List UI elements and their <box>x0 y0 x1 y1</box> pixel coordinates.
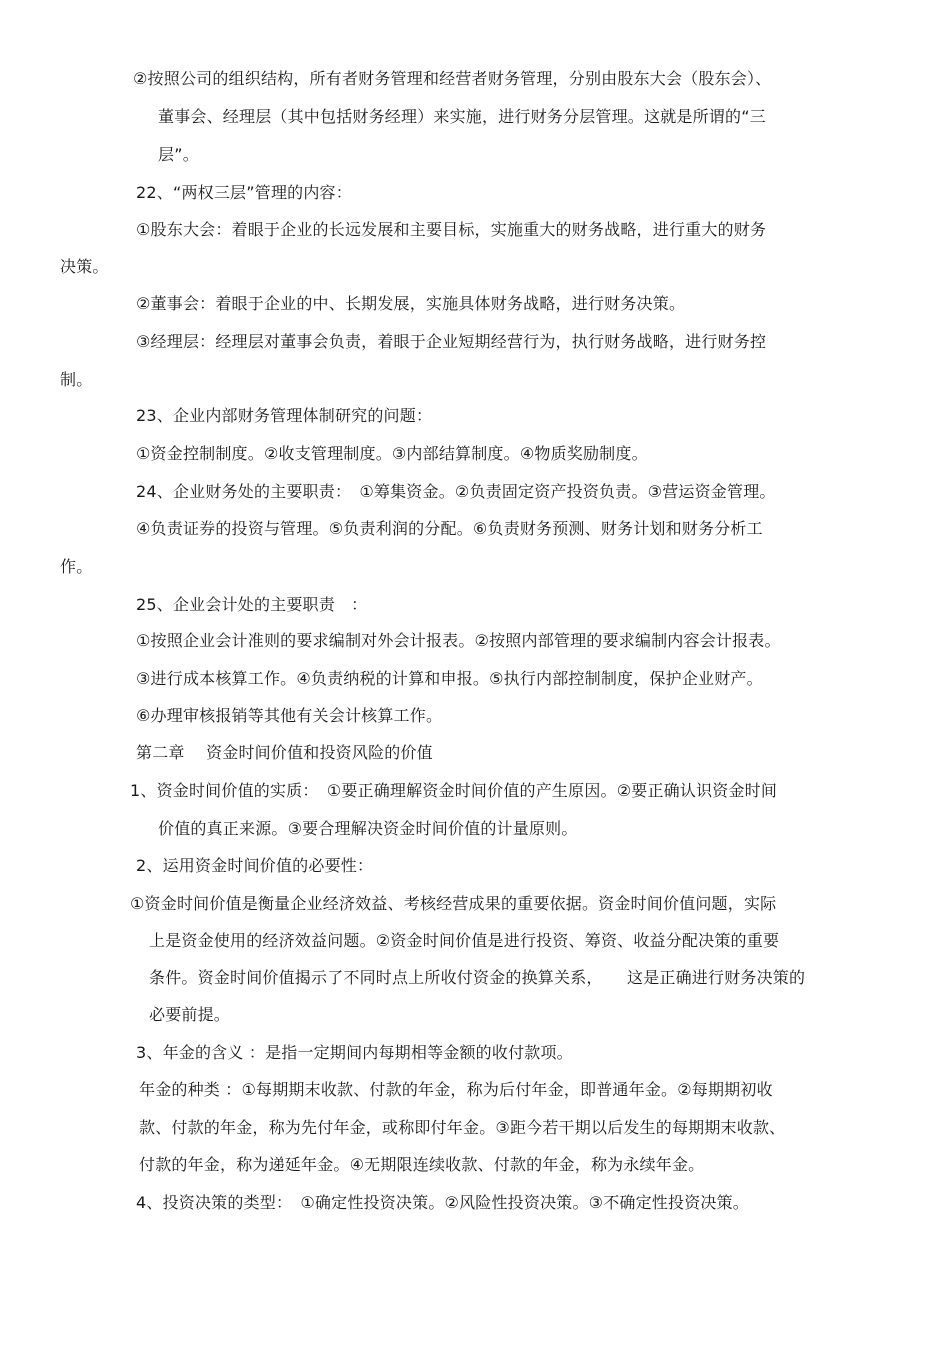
text-line: 制。 <box>60 370 93 389</box>
text-line: 年金的种类 ：①每期期末收款、付款的年金，称为后付年金，即普通年金。②每期期初收 <box>139 1080 773 1099</box>
text-line: ④负责证券的投资与管理。⑤负责利润的分配。⑥负责财务预测、财务计划和财务分析工 <box>136 519 763 538</box>
text-line: 层”。 <box>158 145 199 164</box>
text-line: 24、企业财务处的主要职责： ①筹集资金。②负责固定资产投资负责。③营运资金管理。 <box>136 482 776 501</box>
text-line: 价值的真正来源。③要合理解决资金时间价值的计量原则。 <box>158 819 578 838</box>
text-line: 董事会、经理层（其中包括财务经理）来实施，进行财务分层管理。这就是所谓的“三 <box>158 107 766 126</box>
text-line: 作。 <box>60 557 93 576</box>
section-heading: 第二章 资金时间价值和投资风险的价值 <box>136 743 433 762</box>
text-line: 决策。 <box>60 257 109 276</box>
text-line: ①按照企业会计准则的要求编制对外会计报表。②按照内部管理的要求编制内容会计报表。 <box>136 631 781 650</box>
text-line: ③进行成本核算工作。④负责纳税的计算和申报。⑤执行内部控制制度，保护企业财产。 <box>136 669 763 688</box>
text-line: 1、资金时间价值的实质： ①要正确理解资金时间价值的产生原因。②要正确认识资金时间 <box>130 781 778 800</box>
text-line: 25、企业会计处的主要职责 ： <box>136 595 368 614</box>
text-line: 23、企业内部财务管理体制研究的问题： <box>136 406 433 425</box>
text-line: ⑥办理审核报销等其他有关会计核算工作。 <box>136 706 443 725</box>
text-line: ①资金时间价值是衡量企业经济效益、考核经营成果的重要依据。资金时间价值问题，实际 <box>130 894 777 913</box>
text-line: 款、付款的年金，称为先付年金，或称即付年金。③距今若干期以后发生的每期期末收款、 <box>139 1118 786 1137</box>
text-line: ①股东大会：着眼于企业的长远发展和主要目标，实施重大的财务战略，进行重大的财务 <box>136 220 767 239</box>
text-line: 必要前提。 <box>149 1005 231 1024</box>
text-line: 条件。资金时间价值揭示了不同时点上所收付资金的换算关系， 这是正确进行财务决策的 <box>149 968 806 987</box>
text-line: 4、投资决策的类型： ①确定性投资决策。②风险性投资决策。③不确定性投资决策。 <box>136 1193 750 1212</box>
text-line: 付款的年金，称为递延年金。④无期限连续收款、付款的年金，称为永续年金。 <box>139 1155 705 1174</box>
text-line: ①资金控制制度。②收支管理制度。③内部结算制度。④物质奖励制度。 <box>136 444 648 463</box>
text-line: ②按照公司的组织结构，所有者财务管理和经营者财务管理，分别由股东大会（股东会）、 <box>133 69 772 88</box>
text-line: 2、运用资金时间价值的必要性： <box>136 856 374 875</box>
text-line: 上是资金使用的经济效益问题。②资金时间价值是进行投资、筹资、收益分配决策的重要 <box>149 931 780 950</box>
text-line: 3、年金的含义 ：是指一定期间内每期相等金额的收付款项。 <box>136 1043 573 1062</box>
text-line: 22、“两权三层”管理的内容： <box>136 183 352 202</box>
text-line: ②董事会：着眼于企业的中、长期发展，实施具体财务战略，进行财务决策。 <box>136 294 686 313</box>
text-line: ③经理层：经理层对董事会负责，着眼于企业短期经营行为，执行财务战略，进行财务控 <box>136 332 767 351</box>
